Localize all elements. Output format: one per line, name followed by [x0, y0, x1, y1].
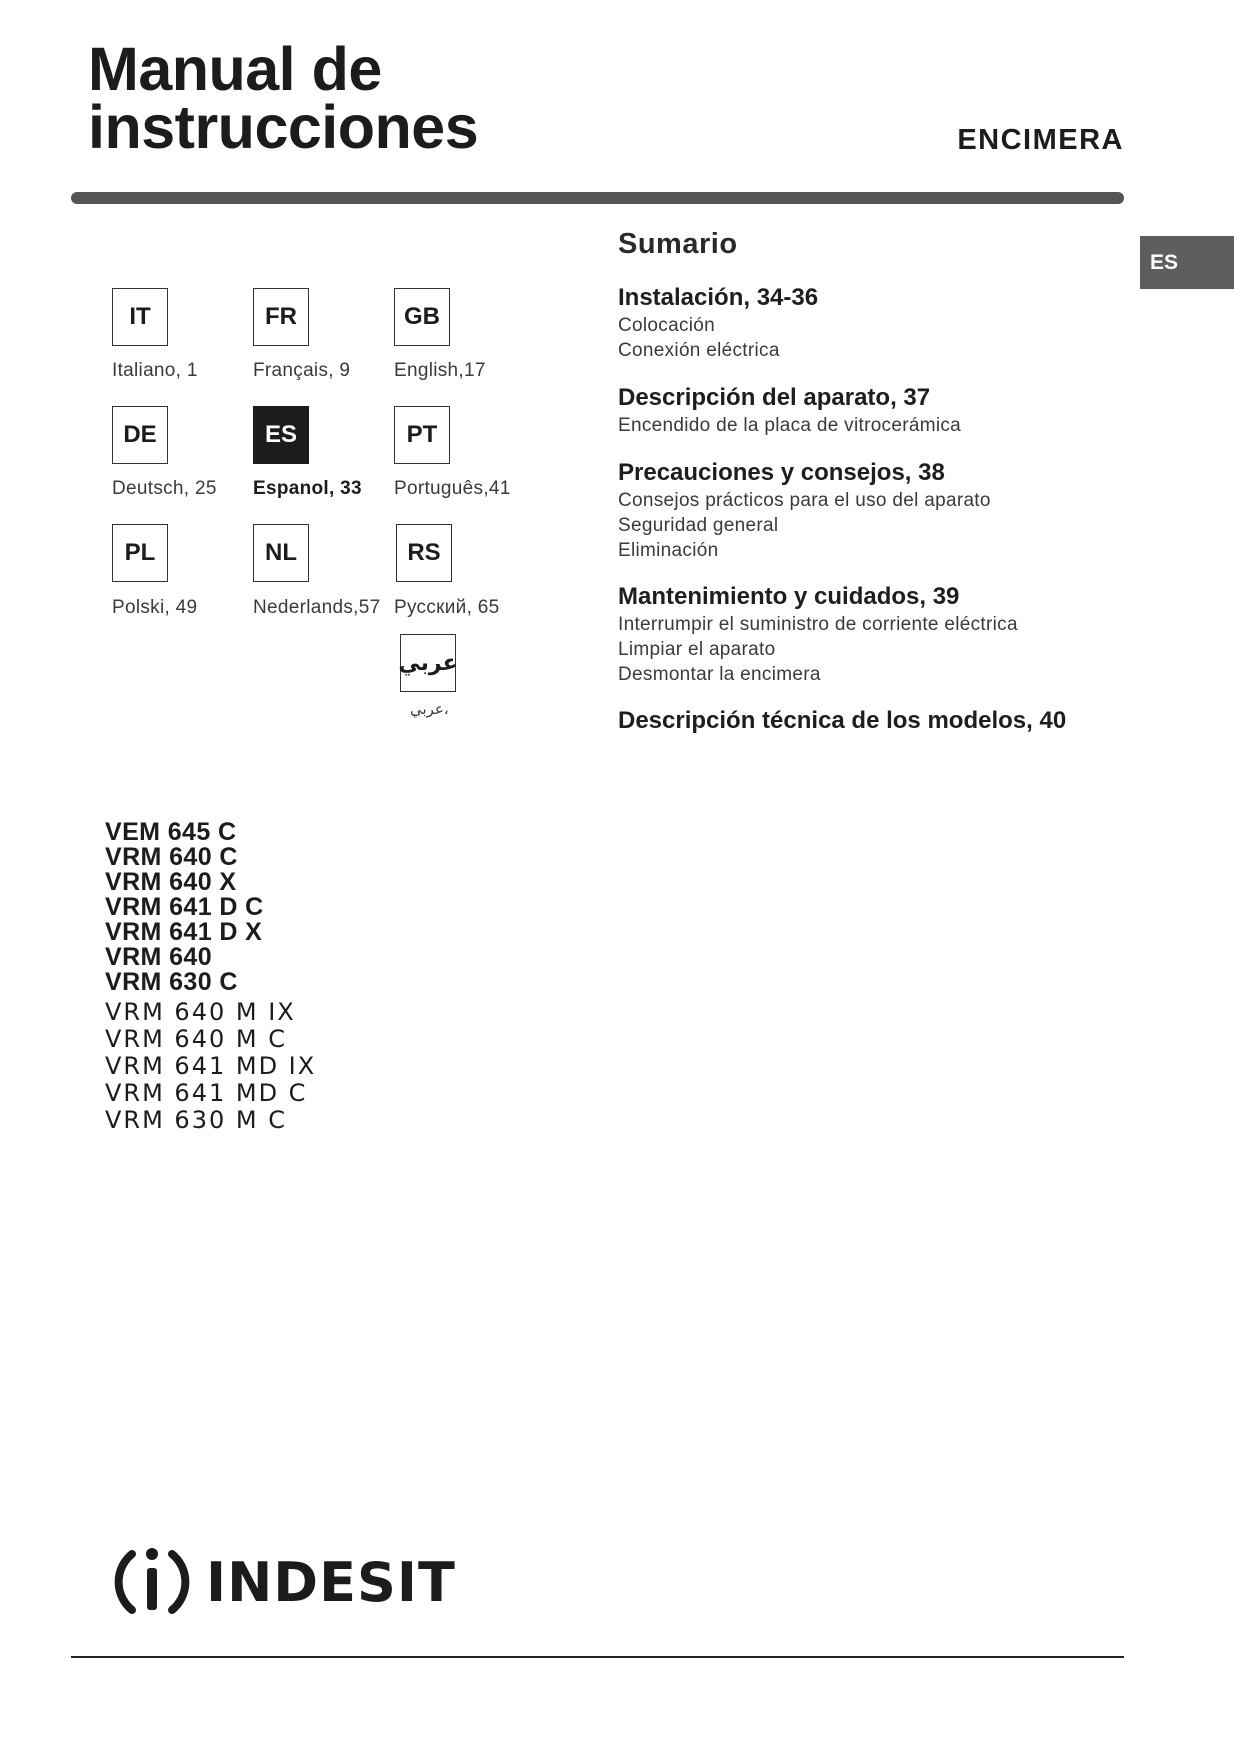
model-name: VRM 641 D X: [105, 918, 263, 946]
lang-box-ar[interactable]: عربي: [400, 634, 456, 692]
toc-heading[interactable]: Instalación, 34-36: [618, 284, 819, 311]
toc-section-description: [618, 383, 961, 438]
brand-logo: [110, 1540, 456, 1624]
toc-section-precautions: [618, 458, 991, 563]
lang-label-rs: Русский, 65: [394, 597, 500, 618]
lang-label-nl: Nederlands,57: [253, 597, 381, 618]
model-name: VRM 640: [105, 943, 213, 971]
lang-label-ar: عربي،: [410, 700, 449, 718]
lang-label-de: Deutsch, 25: [112, 478, 217, 499]
title-line-2: instrucciones: [88, 93, 479, 161]
lang-label-es: Espanol, 33: [253, 478, 362, 499]
toc-item: Interrumpir el suministro de corriente eléctrica: [618, 614, 1018, 635]
lang-box-pt[interactable]: PT: [394, 406, 450, 464]
indesit-i-icon: [110, 1540, 194, 1624]
brand-wordmark: INDESIT: [206, 1550, 456, 1614]
lang-box-nl[interactable]: NL: [253, 524, 309, 582]
model-name: VRM 630 M C: [105, 1106, 287, 1134]
toc-item: Conexión eléctrica: [618, 340, 780, 361]
lang-label-it: Italiano, 1: [112, 360, 198, 381]
page-title: [88, 35, 479, 161]
model-name: VRM 640 C: [105, 843, 238, 871]
toc-item: Seguridad general: [618, 515, 779, 536]
lang-box-es[interactable]: ES: [253, 406, 309, 464]
lang-box-rs[interactable]: RS: [396, 524, 452, 582]
toc-item: Eliminación: [618, 540, 719, 561]
toc-heading[interactable]: Descripción técnica de los modelos, 40: [618, 707, 1067, 734]
model-list: [105, 820, 316, 1134]
model-name: VEM 645 C: [105, 818, 237, 846]
language-side-tab: ES: [1140, 236, 1234, 289]
lang-label-pl: Polski, 49: [112, 597, 198, 618]
toc-section-maintenance: [618, 582, 1018, 687]
model-name: VRM 641 D C: [105, 893, 264, 921]
toc-item: Encendido de la placa de vitrocerámica: [618, 415, 962, 436]
model-name: VRM 641 MD C: [105, 1079, 308, 1107]
model-name: VRM 640 M IX: [105, 998, 296, 1026]
toc-heading[interactable]: Descripción del aparato, 37: [618, 384, 931, 411]
toc-heading[interactable]: Precauciones y consejos, 38: [618, 459, 945, 486]
toc-section-installation: [618, 283, 818, 363]
model-name: VRM 640 X: [105, 868, 237, 896]
lang-box-de[interactable]: DE: [112, 406, 168, 464]
toc-item: Colocación: [618, 315, 715, 336]
toc-section-technical: [618, 706, 1066, 736]
lang-box-pl[interactable]: PL: [112, 524, 168, 582]
toc-item: Limpiar el aparato: [618, 639, 776, 660]
lang-box-it[interactable]: IT: [112, 288, 168, 346]
toc-item: Consejos prácticos para el uso del aparato: [618, 490, 991, 511]
model-name: VRM 630 C: [105, 968, 238, 996]
title-line-1: Manual de: [88, 35, 382, 103]
lang-label-pt: Português,41: [394, 478, 511, 499]
model-name: VRM 641 MD IX: [105, 1052, 317, 1080]
toc-heading[interactable]: Mantenimiento y cuidados, 39: [618, 583, 960, 610]
contents-title: Sumario: [618, 228, 738, 260]
footer-divider: [71, 1656, 1124, 1658]
lang-label-fr: Français, 9: [253, 360, 351, 381]
lang-label-gb: English,17: [394, 360, 486, 381]
lang-box-fr[interactable]: FR: [253, 288, 309, 346]
lang-box-gb[interactable]: GB: [394, 288, 450, 346]
toc-item: Desmontar la encimera: [618, 664, 821, 685]
model-name: VRM 640 M C: [105, 1025, 287, 1053]
product-category: ENCIMERA: [957, 124, 1124, 156]
header-divider: [71, 192, 1124, 204]
